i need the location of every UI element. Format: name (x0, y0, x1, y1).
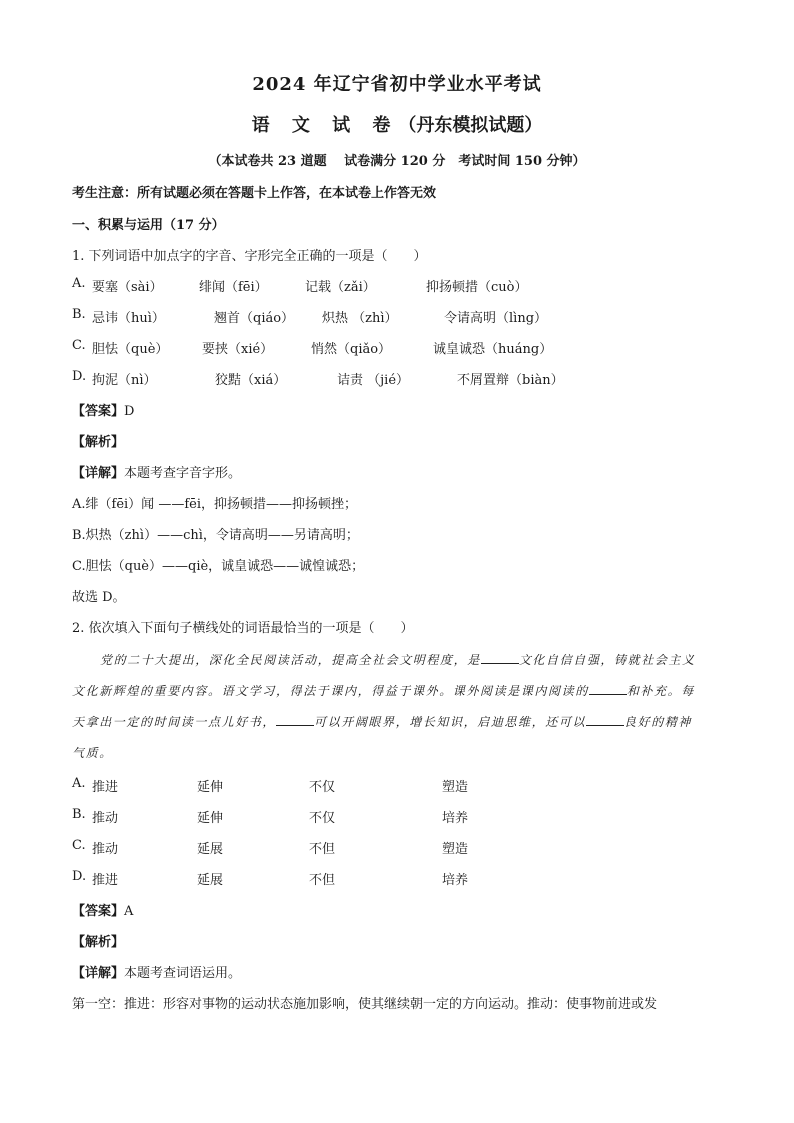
option-item: 不仅 (309, 780, 336, 795)
option-item: 诚皇诚恐（huáng） (433, 342, 553, 357)
q2-passage-line: 气质。 (72, 746, 113, 760)
option-item: 推进 (92, 873, 119, 888)
passage-text: 可以开阔眼界，增长知识，启迪思维，还可以 (314, 715, 587, 729)
q2-option-c (72, 838, 732, 858)
option-item: 不屑置辩（biàn） (457, 373, 564, 388)
q1-stem: 1. 下列词语中加点字的字音、字形完全正确的一项是（ ） (72, 249, 427, 264)
q1-option-d (72, 369, 732, 389)
detail-text: 本题考查词语运用。 (124, 966, 242, 981)
fill-blank (276, 714, 314, 726)
detail-tag: 【详解】 (72, 466, 125, 481)
q2-option-a (72, 776, 732, 796)
option-item: 胆怯（què） (92, 342, 169, 357)
option-item: 延展 (197, 842, 224, 857)
option-item: 令请高明（lìng） (444, 311, 548, 326)
option-label: C. (72, 338, 86, 353)
detail-tag: 【详解】 (72, 966, 125, 981)
option-item: 不但 (309, 842, 336, 857)
q2-option-b (72, 807, 732, 827)
passage-text: 天拿出一定的时间读一点儿好书， (72, 715, 277, 729)
q1-explain-line: A.绯（fēi）闻 ——fēi，抑扬顿措——抑扬顿挫； (72, 497, 357, 512)
q2-stem: 2. 依次填入下面句子横线处的词语最恰当的一项是（ ） (72, 621, 414, 636)
option-item: 绯闻（fēi） (199, 280, 268, 295)
q1-explain-line: C.胆怯（què）——qiè，诚皇诚恐——诚惶诚恐； (72, 559, 365, 574)
answer-tag: 【答案】 (72, 404, 125, 419)
option-label: B. (72, 307, 86, 322)
option-label: C. (72, 838, 86, 853)
option-item: 不仅 (309, 811, 336, 826)
exam-meta: （本试卷共 23 道题 试卷满分 120 分 考试时间 150 分钟） (208, 154, 586, 169)
q2-detail (72, 962, 241, 981)
q2-passage-line (72, 713, 692, 730)
passage-text: 文化自信自强，铸就社会主义 (518, 653, 696, 667)
option-label: A. (72, 276, 86, 291)
option-item: 翘首（qiáo） (214, 311, 295, 326)
passage-text: 文化新辉煌的重要内容。语文学习，得法于课内，得益于课外。课外阅读是课内阅读的 (72, 684, 589, 698)
section-heading: 一、积累与运用（17 分） (72, 218, 225, 233)
option-label: B. (72, 807, 86, 822)
option-item: 诘责 （jié） (337, 373, 410, 388)
option-item: 忌讳（huì） (92, 311, 165, 326)
option-label: D. (72, 869, 87, 884)
option-item: 悄然（qiǎo） (311, 342, 392, 357)
answer-tag: 【答案】 (72, 904, 125, 919)
q1-option-b (72, 307, 732, 327)
option-label: D. (72, 369, 87, 384)
option-label: A. (72, 776, 86, 791)
option-item: 记载（zǎi） (305, 280, 376, 295)
option-item: 塑造 (442, 842, 469, 857)
fill-blank (586, 714, 624, 726)
q2-passage-line (72, 682, 695, 699)
q2-passage-line (100, 651, 696, 668)
q1-analysis-tag: 【解析】 (72, 435, 125, 450)
q2-analysis-tag: 【解析】 (72, 935, 125, 950)
option-item: 推动 (92, 811, 119, 826)
option-item: 要挟（xié） (202, 342, 274, 357)
q1-explain-line: B.炽热（zhì）——chì，令请高明——另请高明； (72, 528, 359, 543)
passage-text: 党的二十大提出，深化全民阅读活动，提高全社会文明程度，是 (100, 653, 481, 667)
option-item: 推进 (92, 780, 119, 795)
q2-answer (72, 900, 133, 919)
q1-option-a (72, 276, 732, 296)
option-item: 拘泥（nì） (92, 373, 157, 388)
option-item: 培养 (442, 811, 469, 826)
option-item: 狡黠（xiá） (215, 373, 287, 388)
exam-title: 2024 年辽宁省初中学业水平考试 (252, 74, 542, 95)
q2-option-d (72, 869, 732, 889)
q1-option-c (72, 338, 732, 358)
fill-blank (589, 683, 627, 695)
q1-explain-line: 故选 D。 (72, 590, 126, 605)
exam-subtitle (0, 111, 794, 137)
passage-text: 良好的精神 (624, 715, 693, 729)
fill-blank (481, 652, 519, 664)
option-item: 延伸 (197, 811, 224, 826)
option-item: 抑扬顿措（cuò） (426, 280, 528, 295)
detail-text: 本题考查字音字形。 (124, 466, 242, 481)
subtitle-paren: （丹东模拟试题） (398, 115, 543, 136)
exam-notice: 考生注意：所有试题必须在答题卡上作答，在本试卷上作答无效 (72, 186, 437, 201)
q1-answer (72, 400, 134, 419)
passage-text: 和补充。每 (626, 684, 695, 698)
option-item: 要塞（sài） (92, 280, 163, 295)
answer-value: D (124, 404, 135, 419)
option-item: 延展 (197, 873, 224, 888)
option-item: 炽热 （zhì） (322, 311, 398, 326)
q1-detail (72, 462, 241, 481)
option-item: 不但 (309, 873, 336, 888)
subtitle-main: 语 文 试 卷 (251, 115, 399, 136)
q2-explain-line: 第一空：推进：形容对事物的运动状态施加影响，使其继续朝一定的方向运动。推动：使事物前进或发 (72, 997, 658, 1012)
option-item: 塑造 (442, 780, 469, 795)
answer-value: A (124, 904, 134, 919)
option-item: 推动 (92, 842, 119, 857)
option-item: 培养 (442, 873, 469, 888)
option-item: 延伸 (197, 780, 224, 795)
